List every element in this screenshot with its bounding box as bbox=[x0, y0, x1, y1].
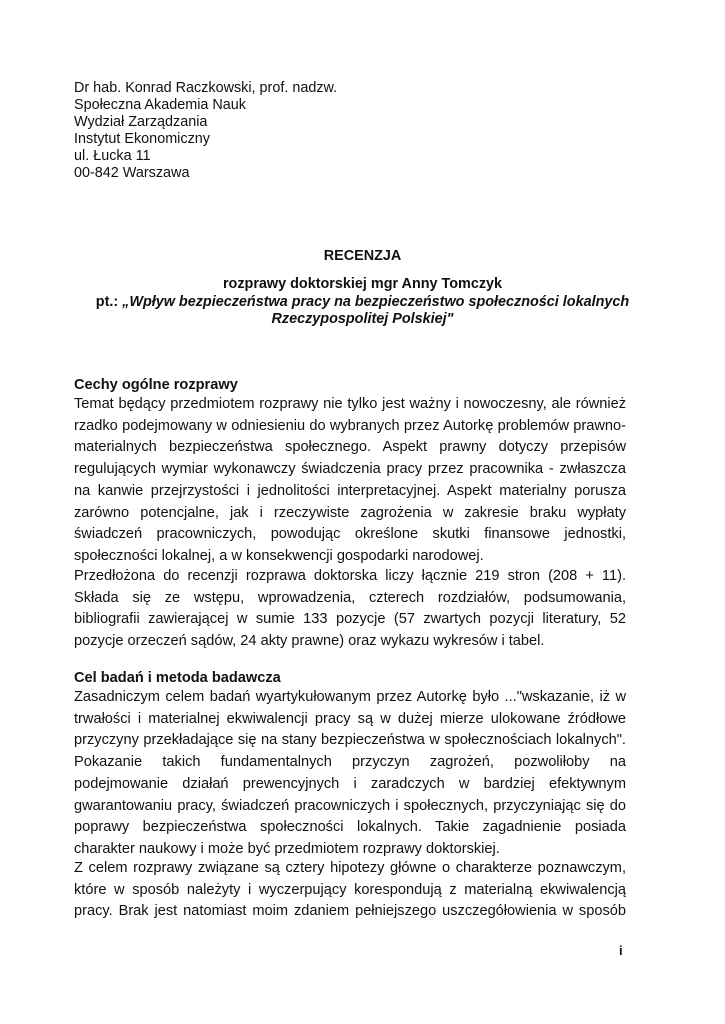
paragraph-line: poprawy bezpieczeństwa społeczności lokalnych. Takie zagadnienie posiada bbox=[74, 819, 626, 836]
subtitle-line-2 bbox=[40, 294, 685, 312]
paragraph-line: rzadko podejmowany w odniesieniu do wybranych przez Autorkę problemów prawno- bbox=[74, 417, 626, 434]
sender-line: ul. Łucka 11 bbox=[74, 148, 151, 164]
paragraph-line: Zasadniczym celem badań wyartykułowanym przez Autorkę było ..."wskazanie, iż w bbox=[74, 689, 626, 705]
paragraph-line: Temat będący przedmiotem rozprawy nie tylko jest ważny i nowoczesny, ale również bbox=[74, 396, 626, 412]
paragraph-line: Pokazanie takich fundamentalnych przyczyn zagrożeń, pozwoliłoby na bbox=[74, 754, 626, 771]
sender-address bbox=[74, 80, 337, 182]
document-title: RECENZJA bbox=[323, 248, 402, 264]
paragraph-line: podejmowanie działań prewencyjnych i zaradczych w bardziej efektywnym bbox=[74, 775, 626, 792]
section-heading-general: Cechy ogólne rozprawy bbox=[74, 377, 238, 393]
paragraph-general-1 bbox=[74, 394, 626, 568]
paragraph-line: trwałości i materialnej ekwiwalencji pracy są w dużej mierze ulokowane źródłowe bbox=[74, 710, 626, 727]
sender-line: Społeczna Akademia Nauk bbox=[74, 97, 246, 113]
page-number: i bbox=[619, 943, 623, 958]
paragraph-line: społeczności lokalnej, a w konsekwencji gospodarki narodowej. bbox=[74, 547, 484, 564]
paragraph-line: gwarantowaniu pracy, świadczeń pracowniczych i społecznych, przyczyniając się do bbox=[74, 797, 626, 814]
document-subtitle bbox=[40, 276, 685, 329]
subtitle-line-1: rozprawy doktorskiej mgr Anny Tomczyk bbox=[222, 276, 503, 292]
paragraph-line: Przedłożona do recenzji rozprawa doktorska liczy łącznie 219 stron (208 + 11). bbox=[74, 568, 626, 584]
sender-line: 00-842 Warszawa bbox=[74, 165, 190, 181]
paragraph-general-2 bbox=[74, 566, 626, 653]
paragraph-line: pozycje orzeczeń sądów, 24 akty prawne) oraz wykazu wykresów i tabel. bbox=[74, 633, 545, 650]
paragraph-line: świadczeń pracowniczych, powodując określone skutki finansowe jednostki, bbox=[74, 526, 626, 543]
paragraph-line: przyczyny przekładające się na stany bezpieczeństwa w społecznościach lokalnych". bbox=[74, 732, 626, 749]
paragraph-line: pracy. Brak jest natomiast moim zdaniem pełniejszego uszczegółowienia w sposób bbox=[74, 903, 626, 920]
paragraph-line: charakter naukowy i może być przedmiotem rozprawy doktorskiej. bbox=[74, 840, 500, 857]
paragraph-line: na kanwie przejrzystości i jednolitości interpretacyjnej. Aspekt materialny porusza bbox=[74, 482, 626, 499]
sender-line: Wydział Zarządzania bbox=[74, 114, 208, 130]
section-heading-goal: Cel badań i metoda badawcza bbox=[74, 670, 281, 686]
thesis-title-part-2: Rzeczypospolitej Polskiej" bbox=[271, 311, 454, 327]
sender-line: Dr hab. Konrad Raczkowski, prof. nadzw. bbox=[74, 80, 338, 96]
paragraph-line: Składa się ze wstępu, wprowadzenia, czterech rozdziałów, podsumowania, bbox=[74, 589, 626, 606]
paragraph-goal-2 bbox=[74, 858, 626, 923]
paragraph-goal-1 bbox=[74, 687, 626, 861]
paragraph-line: bibliografii zawierającej w sumie 133 pozycje (57 zwartych pozycji literatury, 52 bbox=[74, 611, 626, 628]
paragraph-line: Z celem rozprawy związane są cztery hipotezy główne o charakterze poznawczym, bbox=[74, 860, 626, 876]
paragraph-line: które w sposób należyty i wyczerpujący korespondują z materialną ekwiwalencją bbox=[74, 881, 626, 898]
paragraph-line: zarówno potencjalne, jak i rzeczywiste zagrożenia w zakresie braku wypłaty bbox=[74, 504, 626, 521]
thesis-title-part-1: „Wpływ bezpieczeństwa pracy na bezpieczeństwo społeczności lokalnych bbox=[122, 293, 630, 310]
paragraph-line: regulujących wymiar wykonawczy świadczenia pracy przez pracownika - zwłaszcza bbox=[74, 461, 626, 478]
subtitle-prefix: pt.: bbox=[95, 293, 123, 310]
paragraph-line: materialnych bezpieczeństwa społecznego. Aspekt prawny dotyczy przepisów bbox=[74, 439, 626, 456]
sender-line: Instytut Ekonomiczny bbox=[74, 131, 210, 147]
